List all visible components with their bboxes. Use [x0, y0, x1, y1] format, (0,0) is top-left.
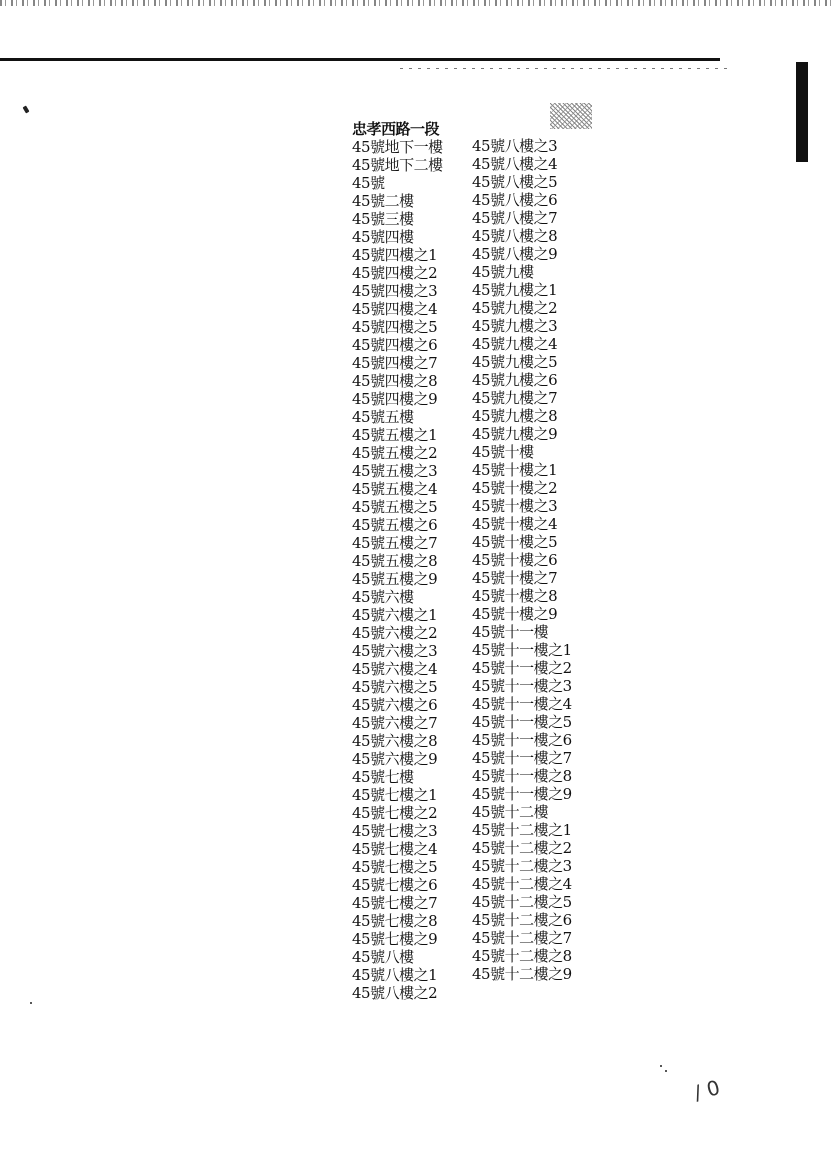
address-entry: 45號六樓之9 — [352, 750, 438, 768]
address-entry: 45號八樓之3 — [472, 137, 558, 155]
address-entry: 45號十樓之7 — [472, 569, 558, 587]
address-entry: 45號九樓之4 — [472, 335, 558, 353]
address-entry: 45號八樓之2 — [352, 984, 438, 1002]
address-entry: 45號地下一樓 — [352, 138, 443, 156]
address-entry: 45號十一樓之7 — [472, 749, 572, 767]
address-entry: 45號十樓之6 — [472, 551, 558, 569]
address-entry: 45號十樓之5 — [472, 533, 558, 551]
address-entry: 45號九樓之6 — [472, 371, 558, 389]
address-entry: 45號九樓之5 — [472, 353, 558, 371]
address-entry: 45號八樓之6 — [472, 191, 558, 209]
address-entry: 45號五樓之5 — [352, 498, 438, 516]
address-entry: 45號五樓之4 — [352, 480, 438, 498]
address-entry: 45號八樓之8 — [472, 227, 558, 245]
address-entry: 45號九樓之9 — [472, 425, 558, 443]
address-entry: 45號六樓之3 — [352, 642, 438, 660]
address-entry: 45號七樓之4 — [352, 840, 438, 858]
address-entry: 45號十二樓 — [472, 803, 549, 821]
address-entry: 45號九樓 — [472, 263, 534, 281]
address-entry: 45號十二樓之3 — [472, 857, 572, 875]
address-entry: 45號十二樓之2 — [472, 839, 572, 857]
address-entry: 45號七樓之5 — [352, 858, 438, 876]
address-entry: 45號十一樓之3 — [472, 677, 572, 695]
address-entry: 45號十一樓之4 — [472, 695, 572, 713]
address-entry: 45號 — [352, 174, 385, 192]
address-entry: 45號四樓之6 — [352, 336, 438, 354]
address-entry: 45號四樓之2 — [352, 264, 438, 282]
address-entry: 45號五樓之2 — [352, 444, 438, 462]
address-entry: 45號八樓之4 — [472, 155, 558, 173]
address-entry: 45號七樓之6 — [352, 876, 438, 894]
address-entry: 45號地下二樓 — [352, 156, 443, 174]
scan-edge-bar — [796, 62, 808, 162]
address-entry: 45號十樓 — [472, 443, 534, 461]
address-entry: 45號四樓之9 — [352, 390, 438, 408]
address-entry: 45號十二樓之5 — [472, 893, 572, 911]
address-entry: 45號十一樓之6 — [472, 731, 572, 749]
address-entry: 45號七樓之8 — [352, 912, 438, 930]
address-entry: 45號五樓之6 — [352, 516, 438, 534]
handwritten-page-mark: / 0 — [691, 1075, 723, 1105]
address-entry: 45號七樓之2 — [352, 804, 438, 822]
address-entry: 45號十二樓之1 — [472, 821, 572, 839]
page-top-rule — [0, 58, 720, 61]
address-entry: 45號七樓之7 — [352, 894, 438, 912]
address-entry: 45號二樓 — [352, 192, 414, 210]
address-entry: 45號九樓之3 — [472, 317, 558, 335]
address-entry: 45號十一樓之5 — [472, 713, 572, 731]
page-top-dotted-rule — [400, 68, 730, 69]
address-entry: 45號六樓 — [352, 588, 414, 606]
address-entry: 45號五樓之8 — [352, 552, 438, 570]
address-entry: 45號六樓之1 — [352, 606, 438, 624]
address-entry: 45號五樓之7 — [352, 534, 438, 552]
address-entry: 45號四樓之5 — [352, 318, 438, 336]
address-entry: 45號九樓之2 — [472, 299, 558, 317]
stamp-mark — [550, 103, 592, 129]
address-entry: 45號六樓之2 — [352, 624, 438, 642]
address-entry: 45號十二樓之8 — [472, 947, 572, 965]
address-entry: 45號十二樓之4 — [472, 875, 572, 893]
address-entry: 45號五樓之3 — [352, 462, 438, 480]
address-entry: 45號十一樓之9 — [472, 785, 572, 803]
address-entry: 45號七樓之3 — [352, 822, 438, 840]
address-entry: 45號十二樓之6 — [472, 911, 572, 929]
address-entry: 45號六樓之5 — [352, 678, 438, 696]
address-entry: 45號八樓之7 — [472, 209, 558, 227]
address-entry: 45號八樓之9 — [472, 245, 558, 263]
address-entry: 45號七樓之1 — [352, 786, 438, 804]
address-entry: 45號七樓之9 — [352, 930, 438, 948]
address-entry: 45號十樓之4 — [472, 515, 558, 533]
address-entry: 45號九樓之8 — [472, 407, 558, 425]
address-entry: 45號四樓之7 — [352, 354, 438, 372]
address-entry: 45號八樓之5 — [472, 173, 558, 191]
address-entry: 45號十樓之1 — [472, 461, 558, 479]
address-entry: 45號十樓之3 — [472, 497, 558, 515]
address-entry: 45號八樓 — [352, 948, 414, 966]
scan-speck — [30, 1002, 32, 1004]
address-entry: 45號十一樓之2 — [472, 659, 572, 677]
address-entry: 45號六樓之6 — [352, 696, 438, 714]
address-entry: 45號四樓之4 — [352, 300, 438, 318]
address-entry: 45號八樓之1 — [352, 966, 438, 984]
address-entry: 45號四樓之8 — [352, 372, 438, 390]
address-entry: 45號七樓 — [352, 768, 414, 786]
address-entry: 45號十一樓之8 — [472, 767, 572, 785]
address-entry: 45號四樓 — [352, 228, 414, 246]
scan-header-noise — [0, 0, 832, 6]
address-entry: 45號六樓之7 — [352, 714, 438, 732]
address-entry: 45號三樓 — [352, 210, 414, 228]
address-heading: 忠孝西路一段 — [352, 120, 440, 138]
address-list-right — [472, 137, 572, 983]
address-entry: 45號十樓之9 — [472, 605, 558, 623]
address-entry: 45號十一樓 — [472, 623, 549, 641]
address-entry: 45號十一樓之1 — [472, 641, 572, 659]
scan-speck — [23, 105, 30, 113]
address-entry: 45號十樓之8 — [472, 587, 558, 605]
address-entry: 45號四樓之3 — [352, 282, 438, 300]
address-entry: 45號十樓之2 — [472, 479, 558, 497]
address-entry: 45號五樓 — [352, 408, 414, 426]
address-entry: 45號十二樓之9 — [472, 965, 572, 983]
address-entry: 45號五樓之9 — [352, 570, 438, 588]
address-entry: 45號十二樓之7 — [472, 929, 572, 947]
address-list-left — [352, 120, 443, 1002]
address-entry: 45號九樓之7 — [472, 389, 558, 407]
scan-speck — [665, 1070, 667, 1072]
address-entry: 45號四樓之1 — [352, 246, 438, 264]
address-entry: 45號六樓之8 — [352, 732, 438, 750]
address-entry: 45號五樓之1 — [352, 426, 438, 444]
address-entry: 45號九樓之1 — [472, 281, 558, 299]
address-entry: 45號六樓之4 — [352, 660, 438, 678]
scan-speck — [660, 1065, 662, 1067]
